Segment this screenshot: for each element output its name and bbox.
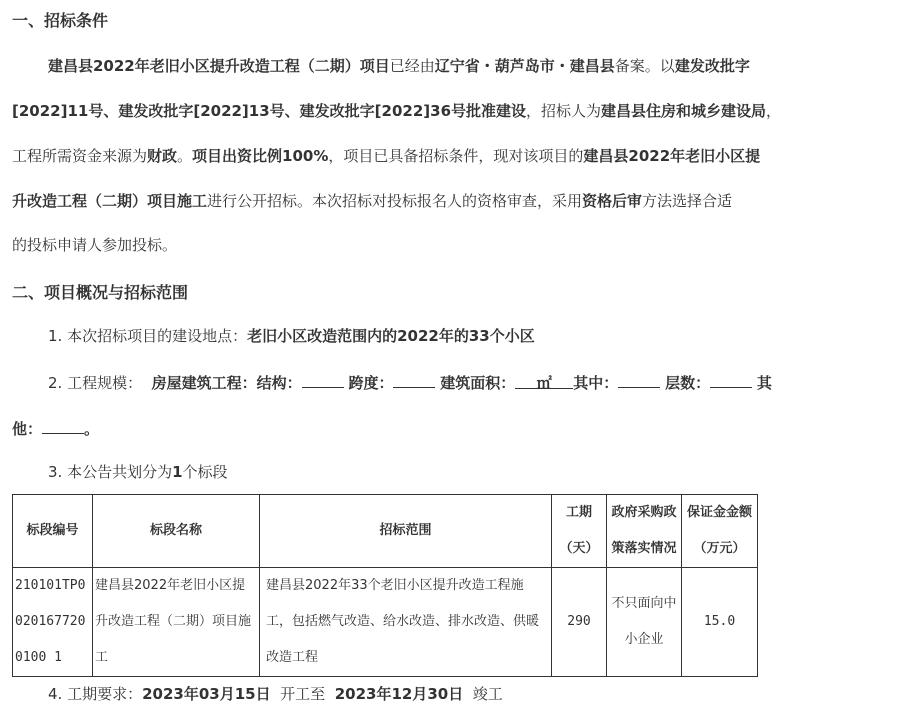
area-unit: ㎡ bbox=[515, 372, 573, 389]
cell-scope: 建昌县2022年33个老旧小区提升改造工程施工，包括燃气改造、给水改造、排水改造、供暖改造工程 bbox=[260, 568, 552, 677]
item-scale bbox=[48, 371, 772, 393]
item-duration bbox=[48, 683, 503, 704]
text: ， bbox=[766, 102, 782, 120]
area-label: 建筑面积： bbox=[440, 374, 516, 392]
among-blank bbox=[618, 371, 660, 388]
bold-text: 升改造工程（二期）项目施工 bbox=[12, 192, 208, 210]
cell-code: 210101TP00201677200100 1 bbox=[13, 568, 93, 677]
paragraph-line bbox=[12, 234, 177, 255]
scale-end: 。 bbox=[84, 420, 100, 438]
sections-table bbox=[12, 494, 758, 677]
bold-text: 资格后审 bbox=[582, 192, 643, 210]
cell-policy: 不只面向中小企业 bbox=[607, 568, 682, 677]
bold-text: 建发改批字 bbox=[674, 57, 750, 75]
text: 备案。以 bbox=[614, 57, 675, 75]
duration-label: 4. 工期要求： bbox=[48, 685, 143, 703]
col-header-policy: 政府采购政策落实情况 bbox=[607, 495, 682, 568]
sections-tail: 个标段 bbox=[182, 463, 228, 481]
bold-text: 财政 bbox=[147, 147, 178, 165]
scale-label: 2. 工程规模： bbox=[48, 374, 143, 392]
duration-end: 2023年12月30日 bbox=[334, 685, 464, 703]
sections-label: 3. 本公告共划分为 bbox=[48, 463, 173, 481]
paragraph-line bbox=[12, 190, 732, 211]
table-row bbox=[13, 568, 758, 677]
section-heading-overview: 二、项目概况与招标范围 bbox=[12, 283, 189, 302]
among-label: 其中： bbox=[573, 374, 619, 392]
floors-blank bbox=[710, 371, 752, 388]
cell-days: 290 bbox=[552, 568, 607, 677]
text: 进行公开招标。本次招标对投标报名人的资格审查，采用 bbox=[207, 192, 583, 210]
text: 方法选择合适 bbox=[642, 192, 733, 210]
text: 工程所需资金来源为 bbox=[12, 147, 148, 165]
other-blank bbox=[42, 417, 84, 434]
span-blank bbox=[393, 371, 435, 388]
duration-tail: 竣工 bbox=[472, 685, 503, 703]
scale-type: 房屋建筑工程： bbox=[151, 374, 257, 392]
text: 已经由 bbox=[389, 57, 435, 75]
other-label-a: 其 bbox=[756, 374, 772, 392]
bold-text: 项目出资比例100% bbox=[192, 147, 329, 165]
location-label: 1. 本次招标项目的建设地点： bbox=[48, 327, 248, 345]
text: ，招标人为 bbox=[526, 102, 602, 120]
col-header-deposit: 保证金金额（万元） bbox=[682, 495, 758, 568]
cell-name: 建昌县2022年老旧小区提升改造工程（二期）项目施工 bbox=[93, 568, 260, 677]
duration-mid: 开工至 bbox=[280, 685, 326, 703]
structure-label: 结构： bbox=[256, 374, 302, 392]
sections-count: 1 bbox=[172, 463, 183, 481]
text: 的投标申请人参加投标。 bbox=[12, 236, 178, 254]
paragraph-line bbox=[12, 100, 781, 121]
structure-blank bbox=[302, 371, 344, 388]
paragraph-line bbox=[12, 145, 760, 166]
section-heading-conditions: 一、招标条件 bbox=[12, 11, 109, 30]
paragraph-line bbox=[48, 55, 750, 76]
bold-text: 建昌县2022年老旧小区提升改造工程（二期）项目 bbox=[48, 57, 390, 75]
location-value: 老旧小区改造范围内的2022年的33个小区 bbox=[247, 327, 535, 345]
item-scale-cont bbox=[12, 417, 99, 439]
col-header-name: 标段名称 bbox=[93, 495, 260, 568]
bold-text: 建昌县住房和城乡建设局 bbox=[601, 102, 767, 120]
col-header-days: 工期（天） bbox=[552, 495, 607, 568]
col-header-scope: 招标范围 bbox=[260, 495, 552, 568]
text: ，项目已具备招标条件，现对该项目的 bbox=[328, 147, 584, 165]
item-sections bbox=[48, 461, 228, 482]
bold-text: 建昌县2022年老旧小区提 bbox=[583, 147, 761, 165]
cell-deposit: 15.0 bbox=[682, 568, 758, 677]
bold-text: [2022]11号、建发改批字[2022]13号、建发改批字[2022]36号批准建设 bbox=[12, 102, 527, 120]
text: 。 bbox=[177, 147, 193, 165]
item-location bbox=[48, 325, 535, 346]
duration-start: 2023年03月15日 bbox=[142, 685, 271, 703]
col-header-code: 标段编号 bbox=[13, 495, 93, 568]
floors-label: 层数： bbox=[665, 374, 711, 392]
span-label: 跨度： bbox=[348, 374, 394, 392]
bold-text: 辽宁省・葫芦岛市・建昌县 bbox=[434, 57, 615, 75]
other-label-b: 他： bbox=[12, 420, 43, 438]
